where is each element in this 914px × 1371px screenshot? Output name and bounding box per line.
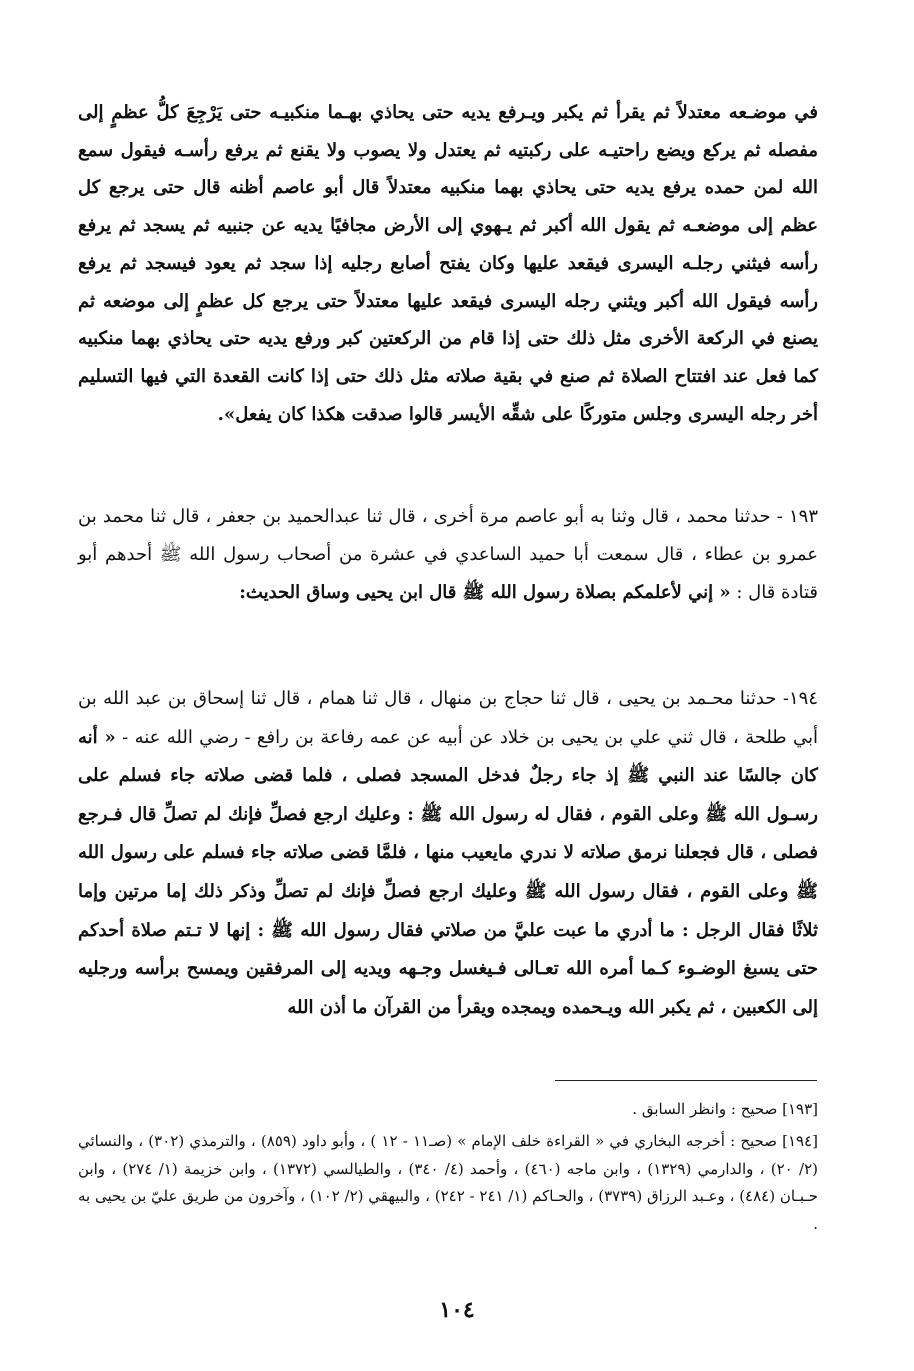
hadith-192-continuation: في موضـعه معتدلاً ثم يقرأ ثم يكبر ويـرفع يديه حتى يحاذي بهـما منكبيـه حتى يَرْجِعَ كلُّ عظمٍ إلى مفصله ثم يركع ويضع راحتيـه على ركبتيه ثم يعتدل ولا يصوب ولا يقنع ثم يرفع رأسـه فيقول سمع الله لمن حمده يرفع يديه حتى يحاذي بهما منكبيه معتدلاً قال أبو عاصم أظنه قال حتى يرجع كل عظم إلى موضعـه ثم يقول الله أكبر ثم يـهوي إلى الأرض مجافيًا يديه عن جنبيه ثم يسجد ثم يرفع رأسه فيثني رجلـه اليسرى فيقعد عليها وكان يفتح أصابع رجليه إذا سجد ثم يعود فيسجد ثم يرفع رأسه فيقول الله أكبر ويثني رجله اليسرى فيقعد عليها معتدلاً حتى يرجع كل عظمٍ إلى موضعه ثم يصنع في الركعة الأخرى مثل ذلك حتى إذا قام من الركعتين كبر ورفع يديه حتى يحاذي بهما منكبيه كما فعل عند افتتاح الصلاة ثم صنع في بقية صلاته مثل ذلك حتى إذا كانت القعدة التي فيها التسليم أخر رجله اليسرى وجلس متوركًا على شقِّه الأيسر قالوا صدقت هكذا كان يفعل».	[78, 102, 818, 425]
footnote-194: [١٩٤] صحيح : أخرجه البخاري في « القراءة خلف الإمام » (صـ١١ - ١٢ ) ، وأبو داود (٨٥٩) ، والترمذي (٣٠٢) ، والنسائي (٢/ ٢٠) ، والدارمي (١٣٢٩) ، وابن ماجه (٤٦٠) ، وأحمد (٤/ ٣٤٠) ، والطيالسي (١٣٧٢) ، وابن خزيمة (١/ ٢٧٤) ، وابن حـبـان (٤٨٤) ، وعـبد الرزاق (٣٧٣٩) ، والحـاكم (١/ ٢٤١ - ٢٤٢) ، والبيهقي (٢/ ١٠٢) ، وآخرون من طريق عليّ بن يحيى به .	[78, 1132, 819, 1233]
hadith-193-matn: « إني لأعلمكم بصلاة رسول الله ﷺ قال ابن يحيى وساق الحديث:	[239, 582, 731, 603]
hadith-194	[78, 680, 818, 1070]
page-number: ١٠٤	[439, 1297, 475, 1323]
hadith-194-isnad: ١٩٤- حدثنا محـمد بن يحيى ، قال ثنا حجاج بن منهال ، قال ثنا همام ، قال ثنا إسحاق بن عبد الله بن أبي طلحة ، قال ثني علي بن يحيى بن خلاد عن أبيه عن عمه رفاعة بن رافع - رضي الله عنه -	[78, 688, 818, 748]
hadith-193-isnad: ١٩٣ - حدثنا محمد ، قال وثنا به أبو عاصم مرة أخرى ، قال ثنا عبدالحميد بن جعفر ، قال ثنا محمد بن عمرو بن عطاء ، قال سمعت أبا حميد الساعدي في عشرة من أصحاب رسول الله ﷺ أحدهم أبو قتادة قال :	[78, 506, 818, 603]
footnote-193: [١٩٣] صحيح : وانظر السابق .	[632, 1100, 818, 1118]
hadith-193	[78, 498, 818, 682]
footnote-separator	[555, 1080, 817, 1081]
hadith-194-matn: « أنه كان جالسًا عند النبي ﷺ إذ جاء رجلٌ فدخل المسجد فصلى ، فلما قضى صلاته جاء فسلم على رسـول الله ﷺ وعلى القوم ، فقال له رسول الله ﷺ : وعليك ارجع فصلِّ فإنك لم تصلِّ قال فـرجع فصلى ، قال فجعلنا نرمق صلاته لا ندري مايعيب منها ، فلمَّا قضى صلاته جاء فسلم على رسول الله ﷺ وعلى القوم ، فقال رسول الله ﷺ وعليك ارجع فصلِّ فإنك لم تصلِّ وذكر ذلك إما مرتين وإما ثلاثًا فقال الرجل : ما أدري ما عبت عليَّ من صلاتي فقال رسول الله ﷺ : إنها لا تـتم صلاة أحدكم حتى يسبغ الوضـوء كـما أمره الله تعـالى فـيغسل وجـهه ويديه إلى المرفقين ويمسح برأسه ورجليه إلى الكعبين ، ثم يكبر الله ويـحمده ويمجده ويقرأ من القرآن ما أذن الله	[78, 726, 819, 1018]
